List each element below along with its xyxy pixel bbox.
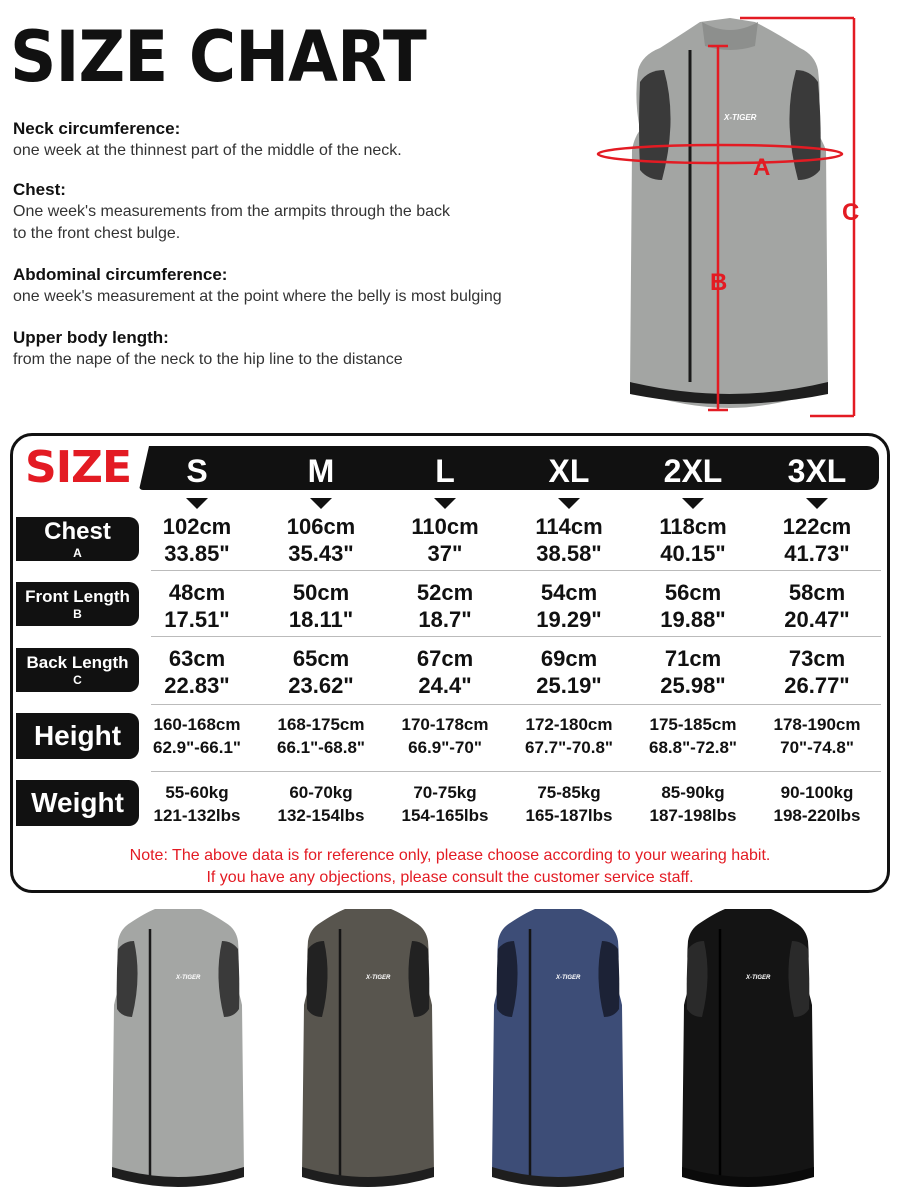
cell-back-m: 65cm 23.62": [288, 646, 354, 698]
cell-back-2xl: 71cm 25.98": [660, 646, 726, 698]
cell-chest-3xl: 122cm 41.73": [782, 514, 852, 566]
definition-upper-body: [13, 327, 403, 371]
size-3xl: 3XL: [787, 453, 847, 489]
vest-black-image: [660, 905, 836, 1190]
cell-weight-3xl: 90-100kg 198-220lbs: [773, 783, 861, 825]
row-divider: [151, 570, 881, 571]
size-table: [10, 433, 890, 893]
vest-grey-image: [90, 905, 266, 1190]
size-heading: SIZE: [25, 442, 132, 493]
row-label-marker: A: [73, 545, 82, 560]
row-label-chest: [16, 517, 139, 561]
cell-back-l: 67cm 24.4": [416, 646, 474, 698]
definition-text: one week at the thinnest part of the middle of the neck.: [13, 142, 402, 159]
definition-chest: [13, 179, 450, 245]
cell-back-3xl: 73cm 26.77": [784, 646, 850, 698]
cell-weight-xl: 75-85kg 165-187lbs: [525, 783, 613, 825]
cell-weight-s: 55-60kg 121-132lbs: [153, 783, 241, 825]
marker-c: C: [842, 199, 860, 226]
cell-chest-s: 102cm 33.85": [162, 514, 232, 566]
cell-height-2xl: 175-185cm 68.8"-72.8": [649, 715, 737, 757]
arrow-down-icon: [434, 498, 456, 509]
cell-weight-l: 70-75kg 154-165lbs: [401, 783, 489, 825]
brand-logo: X-TIGER: [176, 975, 201, 981]
cell-height-s: 160-168cm 62.9"-66.1": [153, 715, 241, 757]
cell-back-s: 63cm 22.83": [164, 646, 230, 698]
definition-heading: Neck circumference:: [13, 119, 181, 138]
definition-neck: [13, 118, 402, 162]
arrow-down-icon: [682, 498, 704, 509]
brand-logo: X-TIGER: [556, 975, 581, 981]
cell-height-l: 170-178cm 66.9"-70": [401, 715, 489, 757]
row-label-text: Height: [33, 720, 122, 751]
arrow-down-icon: [558, 498, 580, 509]
cell-chest-m: 106cm 35.43": [286, 514, 356, 566]
definition-heading: Chest:: [13, 180, 66, 199]
definition-text: from the nape of the neck to the hip line to the distance: [13, 351, 403, 368]
row-label-text: Weight: [31, 787, 124, 818]
brand-logo: X-TIGER: [746, 975, 771, 981]
cell-front-s: 48cm 17.51": [164, 580, 230, 632]
cell-chest-2xl: 118cm 40.15": [659, 514, 727, 566]
cell-front-l: 52cm 18.7": [416, 580, 474, 632]
size-s: S: [186, 453, 208, 489]
definition-heading: Abdominal circumference:: [13, 265, 228, 284]
cell-weight-2xl: 85-90kg 187-198lbs: [649, 783, 737, 825]
vest-olive-image: [280, 905, 456, 1190]
definition-heading: Upper body length:: [13, 328, 169, 347]
definition-text: one week's measurement at the point where the belly is most bulging: [13, 288, 502, 305]
brand-logo: X-TIGER: [724, 113, 757, 122]
arrow-down-icon: [310, 498, 332, 509]
size-m: M: [307, 453, 335, 489]
row-label-text: Back Length: [26, 653, 129, 672]
row-divider: [151, 704, 881, 705]
row-label-back-length: [16, 648, 139, 692]
marker-b: B: [710, 269, 728, 296]
cell-back-xl: 69cm 25.19": [536, 646, 602, 698]
row-label-text: Front Length: [25, 587, 130, 606]
size-2xl: 2XL: [663, 453, 723, 489]
cell-chest-l: 110cm 37": [411, 514, 479, 566]
service-note: If you have any objections, please consult the customer service staff.: [206, 869, 694, 886]
row-label-weight: [16, 780, 139, 826]
arrow-down-icon: [806, 498, 828, 509]
row-divider: [151, 771, 881, 772]
cell-front-3xl: 58cm 20.47": [784, 580, 850, 632]
vest-navy-image: [470, 905, 646, 1190]
size-xl: XL: [548, 453, 590, 489]
cell-height-3xl: 178-190cm 70"-74.8": [773, 715, 861, 757]
definition-text: to the front chest bulge.: [13, 225, 181, 242]
cell-weight-m: 60-70kg 132-154lbs: [277, 783, 365, 825]
definition-text: One week's measurements from the armpits through the back: [13, 203, 451, 220]
cell-front-xl: 54cm 19.29": [536, 580, 602, 632]
arrow-down-icon: [186, 498, 208, 509]
measurement-diagram: [590, 10, 890, 420]
row-label-marker: B: [73, 607, 82, 621]
cell-height-xl: 172-180cm 67.7"-70.8": [525, 715, 613, 757]
row-label-height: [16, 713, 139, 759]
cell-front-2xl: 56cm 19.88": [660, 580, 726, 632]
reference-note: Note: The above data is for reference only, please choose according to your wearing habit.: [129, 847, 771, 864]
row-label-marker: C: [73, 673, 82, 687]
page-title: SIZE CHART: [10, 16, 426, 98]
row-label-text: Chest: [44, 517, 111, 545]
row-divider: [151, 636, 881, 637]
cell-height-m: 168-175cm 66.1"-68.8": [277, 715, 365, 757]
vest-image: [630, 18, 828, 408]
cell-front-m: 50cm 18.11": [288, 580, 354, 632]
definition-abdominal: [13, 264, 502, 308]
size-l: L: [435, 453, 455, 489]
cell-chest-xl: 114cm 38.58": [535, 514, 603, 566]
brand-logo: X-TIGER: [366, 975, 391, 981]
row-label-front-length: [16, 582, 139, 626]
marker-a: A: [753, 154, 771, 181]
